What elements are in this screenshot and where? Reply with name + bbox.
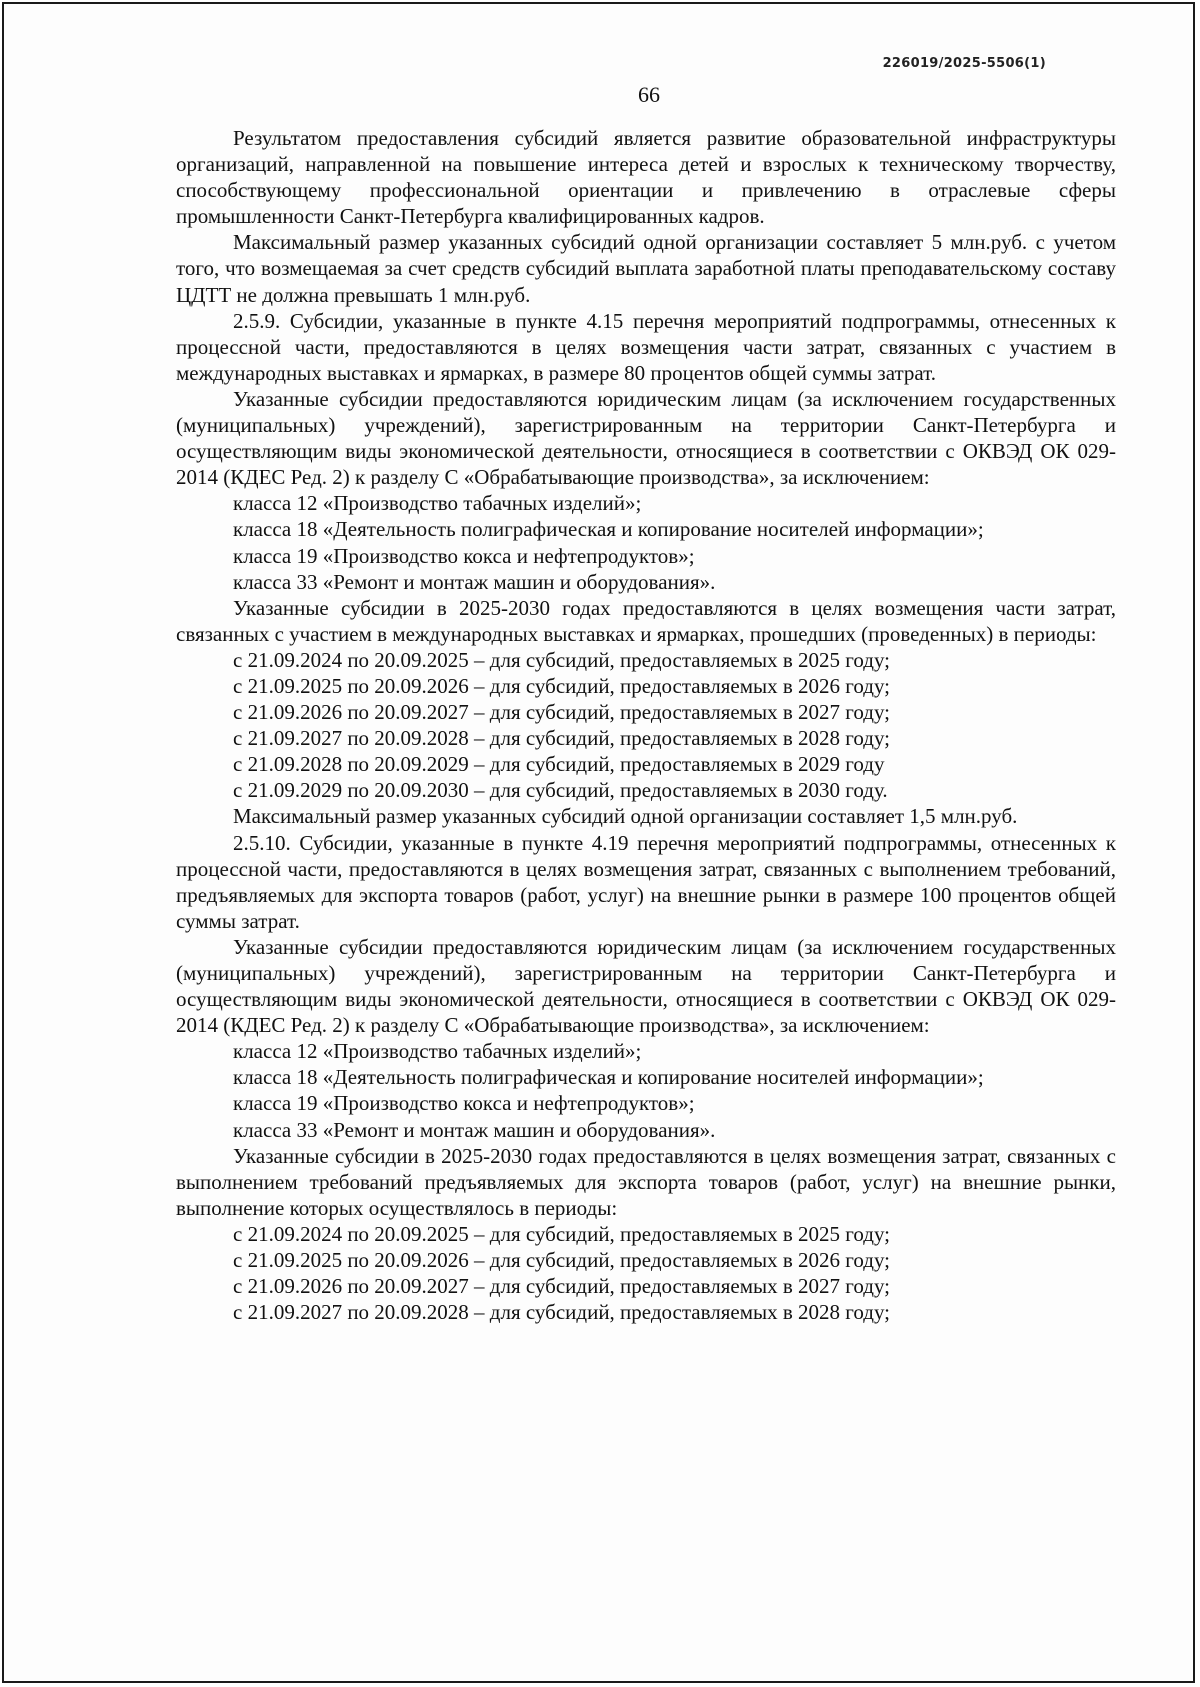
exclusion-item: класса 18 «Деятельность полиграфическая и копирование носителей информации»; bbox=[233, 517, 984, 542]
paragraph-eligibility: Указанные субсидии предоставляются юридическим лицам (за исключением государственных (муниципальных) учреждений), зарегистрированным на территории Санкт-Петербурга и осуществляющим виды экономической деятельности, относящиеся в соответствии с ОКВЭД ОК 029-2014 (КДЕС Ред. 2) к разделу С «Обрабатывающие производства», за исключением: bbox=[176, 386, 1116, 490]
exclusion-item: класса 19 «Производство кокса и нефтепродуктов»; bbox=[233, 1091, 695, 1116]
paragraph-eligibility-2: Указанные субсидии предоставляются юридическим лицам (за исключением государственных (муниципальных) учреждений), зарегистрированным на территории Санкт-Петербурга и осуществляющим виды экономической деятельности, относящиеся в соответствии с ОКВЭД ОК 029-2014 (КДЕС Ред. 2) к разделу С «Обрабатывающие производства», за исключением: bbox=[176, 934, 1116, 1038]
document-page bbox=[2, 2, 1195, 1683]
period-item: с 21.09.2029 по 20.09.2030 – для субсидий, предоставляемых в 2030 году. bbox=[233, 778, 888, 803]
period-item: с 21.09.2027 по 20.09.2028 – для субсидий, предоставляемых в 2028 году; bbox=[233, 1300, 891, 1325]
paragraph-2-5-9: 2.5.9. Субсидии, указанные в пункте 4.15 перечня мероприятий подпрограммы, отнесенных к процессной части, предоставляются в целях возмещения части затрат, связанных с участием в международных выставках и ярмарках, в размере 80 процентов общей суммы затрат. bbox=[176, 308, 1116, 385]
period-item: с 21.09.2026 по 20.09.2027 – для субсидий, предоставляемых в 2027 году; bbox=[233, 700, 891, 725]
paragraph-result: Результатом предоставления субсидий является развитие образовательной инфраструктуры организаций, направленной на повышение интереса детей и взрослых к техническому творчеству, способствующему профессиональной ориентации и привлечению в отраслевые сферы промышленности Санкт-Петербурга квалифицированных кадров. bbox=[176, 126, 1116, 229]
page-number: 66 bbox=[638, 82, 660, 107]
exclusion-item: класса 19 «Производство кокса и нефтепродуктов»; bbox=[233, 543, 695, 568]
exclusion-item: класса 33 «Ремонт и монтаж машин и оборудования». bbox=[233, 1117, 716, 1142]
paragraph-periods-intro-2: Указанные субсидии в 2025-2030 годах предоставляются в целях возмещения затрат, связанных с выполнением требований предъявляемых для экспорта товаров (работ, услуг) на внешние рынки, выполнение которых осуществлялось в периоды: bbox=[176, 1143, 1116, 1220]
document-number: 226019/2025-5506(1) bbox=[882, 56, 1046, 71]
period-item: с 21.09.2028 по 20.09.2029 – для субсидий, предоставляемых в 2029 году bbox=[233, 752, 885, 777]
period-item: с 21.09.2025 по 20.09.2026 – для субсидий, предоставляемых в 2026 году; bbox=[233, 673, 891, 698]
period-item: с 21.09.2024 по 20.09.2025 – для субсидий, предоставляемых в 2025 году; bbox=[233, 647, 891, 672]
period-item: с 21.09.2027 по 20.09.2028 – для субсидий, предоставляемых в 2028 году; bbox=[233, 726, 891, 751]
paragraph-max-size: Максимальный размер указанных субсидий одной организации составляет 5 млн.руб. с учетом того, что возмещаемая за счет средств субсидий выплата заработной платы преподавательскому составу ЦДТТ не должна превышать 1 млн.руб. bbox=[176, 230, 1116, 307]
period-item: с 21.09.2025 по 20.09.2026 – для субсидий, предоставляемых в 2026 году; bbox=[233, 1248, 891, 1273]
exclusion-item: класса 18 «Деятельность полиграфическая и копирование носителей информации»; bbox=[233, 1065, 984, 1090]
paragraph-periods-intro: Указанные субсидии в 2025-2030 годах предоставляются в целях возмещения части затрат, связанных с участием в международных выставках и ярмарках, прошедших (проведенных) в периоды: bbox=[176, 595, 1116, 646]
exclusion-item: класса 33 «Ремонт и монтаж машин и оборудования». bbox=[233, 569, 716, 594]
exclusion-item: класса 12 «Производство табачных изделий»; bbox=[233, 1039, 642, 1064]
paragraph-max-size-2: Максимальный размер указанных субсидий одной организации составляет 1,5 млн.руб. bbox=[233, 804, 1018, 829]
document-body bbox=[176, 125, 1116, 1325]
paragraph-2-5-10: 2.5.10. Субсидии, указанные в пункте 4.19 перечня мероприятий подпрограммы, отнесенных к процессной части, предоставляются в целях возмещения затрат, связанных с выполнением требований, предъявляемых для экспорта товаров (работ, услуг) на внешние рынки в размере 100 процентов общей суммы затрат. bbox=[176, 830, 1116, 933]
period-item: с 21.09.2024 по 20.09.2025 – для субсидий, предоставляемых в 2025 году; bbox=[233, 1221, 891, 1246]
period-item: с 21.09.2026 по 20.09.2027 – для субсидий, предоставляемых в 2027 году; bbox=[233, 1274, 891, 1299]
exclusion-item: класса 12 «Производство табачных изделий»; bbox=[233, 491, 642, 516]
